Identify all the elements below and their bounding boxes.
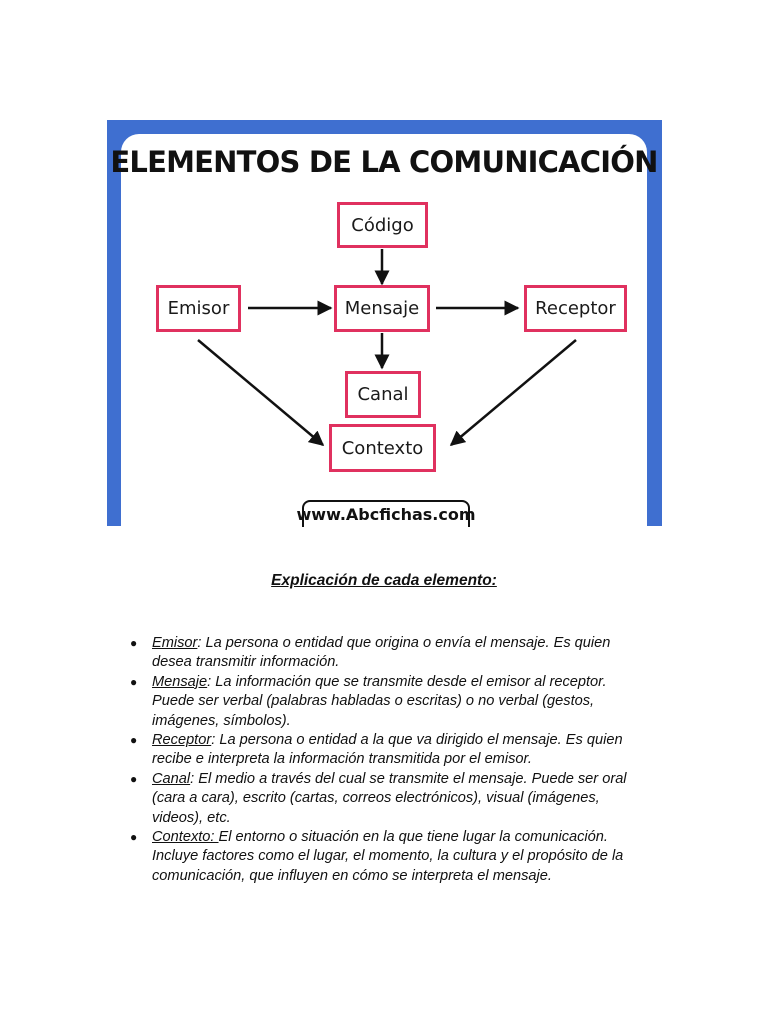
list-item [130, 673, 652, 731]
item-separator: : [197, 635, 202, 651]
explanation-list [130, 634, 652, 886]
item-text: El entorno o situación en la que tiene lugar la comunicación. Incluye factores como el lugar, el momento, la cultura y el propósito de la comunicación, que influyen en cómo se interpreta el mensaje. [152, 829, 624, 884]
item-separator: : [211, 732, 216, 749]
node-canal: Canal [345, 371, 421, 418]
arrow-emisor-contexto [198, 340, 323, 445]
list-item [130, 770, 652, 828]
bullet-icon: ● [130, 674, 138, 689]
bullet-icon: ● [130, 830, 138, 845]
node-codigo: Código [337, 202, 428, 248]
item-separator: : [207, 673, 212, 690]
item-separator: : [190, 770, 195, 787]
bullet-icon: ● [130, 771, 138, 786]
item-term: Canal [152, 770, 191, 787]
item-text: El medio a través del cual se transmite el mensaje. Puede ser oral (cara a cara), escrito (cartas, correos electrónicos), visual (imágenes, videos), etc. [152, 770, 627, 826]
item-text: La persona o entidad que origina o envía el mensaje. Es quien desea transmitir información. [152, 635, 611, 671]
website-label: www.Abcfichas.com [302, 500, 470, 527]
node-emisor: Emisor [156, 285, 241, 332]
arrow-receptor-contexto [451, 340, 576, 445]
item-term: Receptor [152, 732, 212, 749]
list-item [130, 731, 652, 770]
bullet-icon: ● [130, 636, 138, 650]
list-item [130, 828, 652, 886]
node-contexto: Contexto [329, 424, 436, 472]
node-mensaje: Mensaje [334, 285, 430, 332]
item-text: La información que se transmite desde el emisor al receptor. Puede ser verbal (palabras habladas o escritas) o no verbal (gestos, imágenes, símbolos). [152, 673, 607, 729]
item-term: Contexto: [152, 829, 219, 846]
section-heading: Explicación de cada elemento: [271, 572, 497, 589]
list-item [130, 634, 652, 673]
bullet-icon: ● [130, 733, 138, 748]
item-term: Emisor [152, 635, 198, 651]
item-text: La persona o entidad a la que va dirigido el mensaje. Es quien recibe e interpreta la información transmitida por el emisor. [152, 732, 623, 768]
item-term: Mensaje [152, 673, 208, 690]
diagram-title: ELEMENTOS DE LA COMUNICACIÓN [110, 145, 658, 179]
node-receptor: Receptor [524, 285, 627, 332]
